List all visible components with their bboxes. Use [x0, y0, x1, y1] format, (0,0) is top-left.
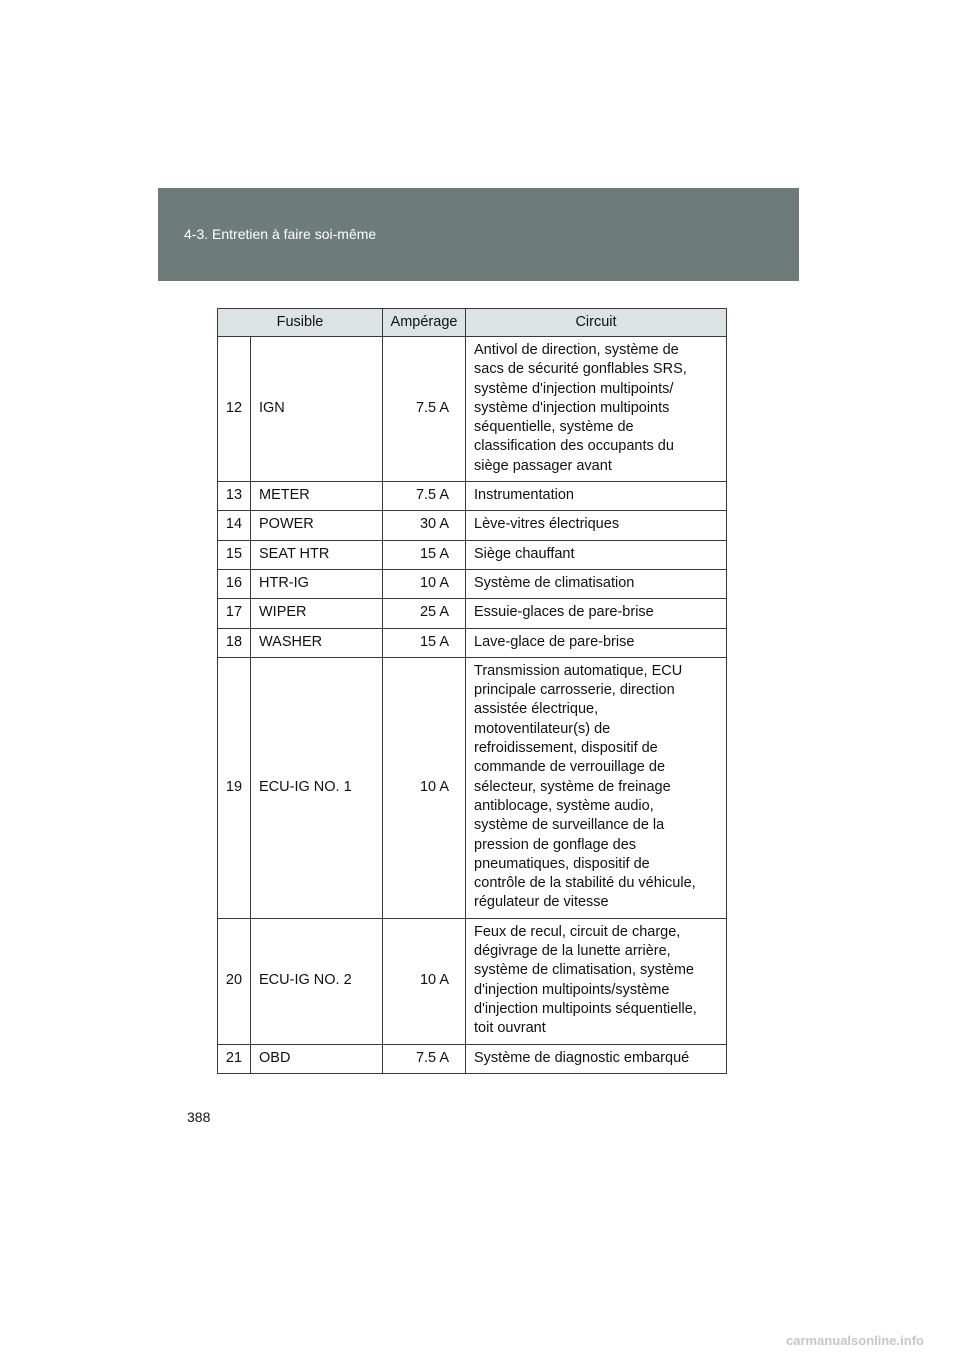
circuit-cell: Système de diagnostic embarqué [466, 1044, 727, 1073]
table-row [218, 599, 727, 628]
fuse-number-cell: 14 [218, 511, 251, 540]
column-header-fuse: Fusible [218, 309, 383, 337]
fuse-number-cell: 13 [218, 482, 251, 511]
circuit-cell: Lève-vitres électriques [466, 511, 727, 540]
table-row [218, 1044, 727, 1073]
circuit-cell: Lave-glace de pare-brise [466, 628, 727, 657]
fuse-name-cell: OBD [251, 1044, 383, 1073]
section-title: 4-3. Entretien à faire soi-même [184, 226, 377, 242]
amperage-cell: 15 A [383, 540, 466, 569]
fuse-name-cell: HTR-IG [251, 569, 383, 598]
fuse-number-cell: 15 [218, 540, 251, 569]
fuse-number-cell: 12 [218, 337, 251, 482]
circuit-cell: Instrumentation [466, 482, 727, 511]
fuse-number-cell: 20 [218, 918, 251, 1044]
fuse-table [217, 308, 727, 1074]
fuse-name-cell: WIPER [251, 599, 383, 628]
table-row [218, 482, 727, 511]
column-header-circuit: Circuit [466, 309, 727, 337]
fuse-name-cell: POWER [251, 511, 383, 540]
fuse-number-cell: 18 [218, 628, 251, 657]
table-row [218, 657, 727, 918]
circuit-cell: Transmission automatique, ECU principale carrosserie, direction assistée électrique, motoventilateur(s) de refroidissement, dispositif de commande de verrouillage de sélecteur, système de freinage antiblocage, système audio, système de surveillance de la pression de gonflage des pneumatiques, dispositif de contrôle de la stabilité du véhicule, régulateur de vitesse [466, 657, 727, 918]
circuit-cell: Feux de recul, circuit de charge, dégivrage de la lunette arrière, système de climatisation, système d'injection multipoints/système d'injection multipoints séquentielle, toit ouvrant [466, 918, 727, 1044]
fuse-name-cell: ECU-IG NO. 1 [251, 657, 383, 918]
table-body [218, 337, 727, 1074]
fuse-name-cell: METER [251, 482, 383, 511]
fuse-number-cell: 17 [218, 599, 251, 628]
circuit-cell: Antivol de direction, système de sacs de sécurité gonflables SRS, système d'injection multipoints/ système d'injection multipoints séquentielle, système de classification des occupants du siège passager avant [466, 337, 727, 482]
amperage-cell: 15 A [383, 628, 466, 657]
fuse-name-cell: IGN [251, 337, 383, 482]
table-row [218, 628, 727, 657]
table-row [218, 918, 727, 1044]
amperage-cell: 7.5 A [383, 1044, 466, 1073]
section-header-band [158, 188, 799, 281]
fuse-name-cell: ECU-IG NO. 2 [251, 918, 383, 1044]
circuit-cell: Siège chauffant [466, 540, 727, 569]
amperage-cell: 7.5 A [383, 337, 466, 482]
fuse-number-cell: 19 [218, 657, 251, 918]
amperage-cell: 7.5 A [383, 482, 466, 511]
circuit-cell: Essuie-glaces de pare-brise [466, 599, 727, 628]
fuse-name-cell: SEAT HTR [251, 540, 383, 569]
table-row [218, 569, 727, 598]
table-row [218, 511, 727, 540]
amperage-cell: 30 A [383, 511, 466, 540]
amperage-cell: 10 A [383, 569, 466, 598]
amperage-cell: 10 A [383, 657, 466, 918]
fuse-name-cell: WASHER [251, 628, 383, 657]
page-number: 388 [187, 1109, 211, 1125]
fuse-number-cell: 16 [218, 569, 251, 598]
table-header-row [218, 309, 727, 337]
watermark-text: carmanualsonline.info [786, 1333, 924, 1348]
table-row [218, 337, 727, 482]
circuit-cell: Système de climatisation [466, 569, 727, 598]
fuse-number-cell: 21 [218, 1044, 251, 1073]
table-row [218, 540, 727, 569]
column-header-amperage: Ampérage [383, 309, 466, 337]
amperage-cell: 10 A [383, 918, 466, 1044]
amperage-cell: 25 A [383, 599, 466, 628]
